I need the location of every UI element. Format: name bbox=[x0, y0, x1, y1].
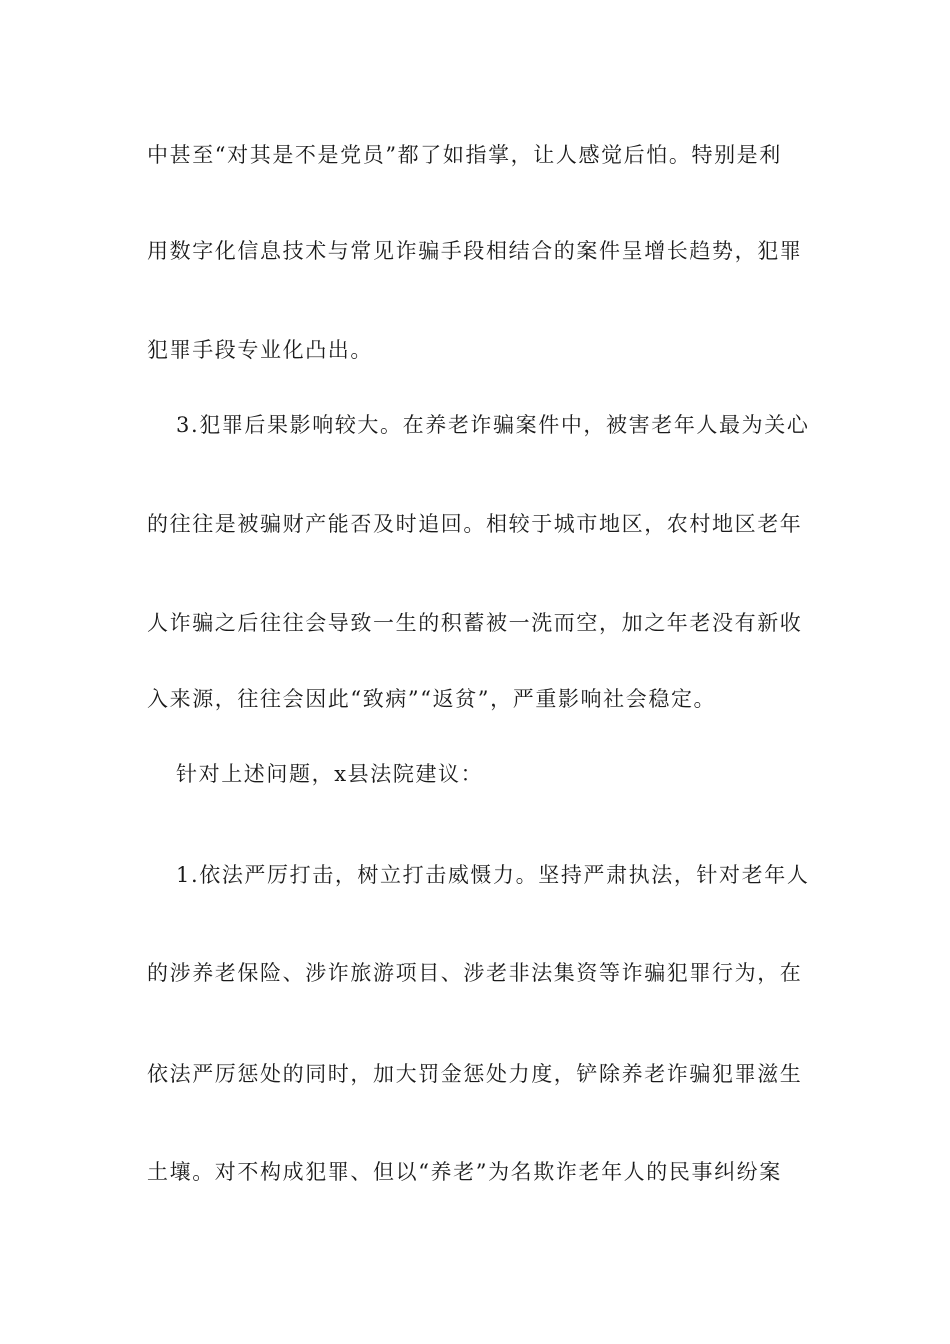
text-line: 入来源，往往会因此“致病”“返贫”，严重影响社会稳定。 bbox=[147, 687, 717, 711]
text-line: 土壤。对不构成犯罪、但以“养老”为名欺诈老年人的民事纠纷案 bbox=[147, 1160, 782, 1184]
paragraph-start-line: 1.依法严厉打击，树立打击威慑力。坚持严肃执法，针对老年人 bbox=[176, 863, 810, 887]
text-line: 的往往是被骗财产能否及时追回。相较于城市地区，农村地区老年 bbox=[147, 512, 803, 536]
text-line: 依法严厉惩处的同时，加大罚金惩处力度，铲除养老诈骗犯罪滋生 bbox=[147, 1062, 803, 1086]
paragraph-start-line: 针对上述问题，x县法院建议： bbox=[176, 762, 484, 786]
text-line: 中甚至“对其是不是党员”都了如指掌，让人感觉后怕。特别是利 bbox=[147, 143, 782, 167]
paragraph-start-line: 3.犯罪后果影响较大。在养老诈骗案件中，被害老年人最为关心 bbox=[176, 413, 810, 437]
text-line: 人诈骗之后往往会导致一生的积蓄被一洗而空，加之年老没有新收 bbox=[147, 611, 803, 635]
text-line: 犯罪手段专业化凸出。 bbox=[147, 338, 373, 362]
text-line: 用数字化信息技术与常见诈骗手段相结合的案件呈增长趋势，犯罪 bbox=[147, 239, 803, 263]
text-line: 的涉养老保险、涉诈旅游项目、涉老非法集资等诈骗犯罪行为，在 bbox=[147, 961, 803, 985]
